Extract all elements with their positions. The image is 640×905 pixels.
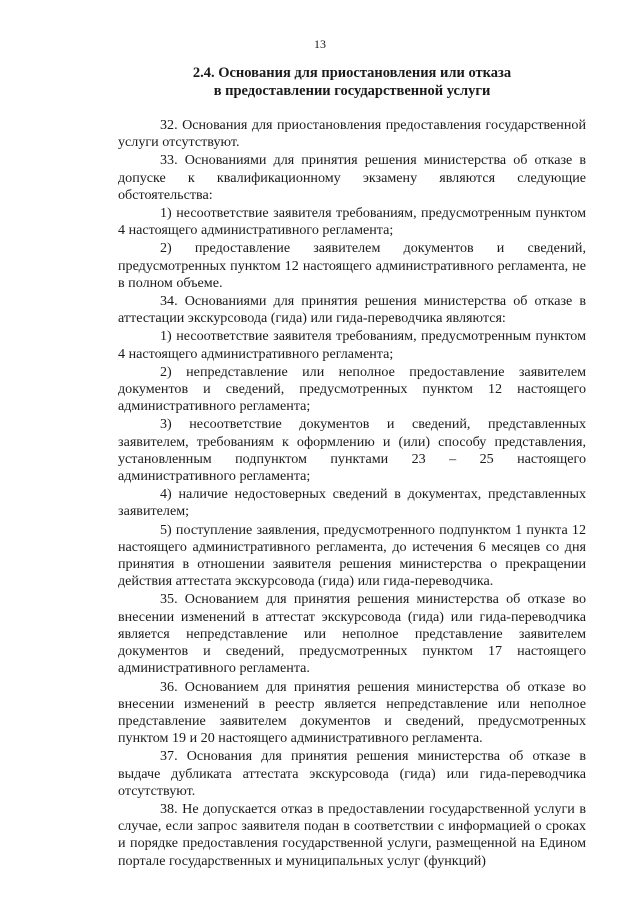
paragraph-32: 32. Основания для приостановления предоставления государственной услуги отсутствуют.: [118, 117, 586, 151]
section-heading-line-2: в предоставлении государственной услуги: [213, 83, 491, 99]
section-heading: [118, 64, 586, 100]
paragraph-34-item-1: 1) несоответствие заявителя требованиям, предусмотренным пунктом 4 настоящего административного регламента;: [118, 328, 586, 362]
paragraph-33-item-2: 2) предоставление заявителем документов и сведений, предусмотренных пунктом 12 настоящего административного регламента, не в полном объеме.: [118, 240, 586, 291]
paragraph-34-item-4: 4) наличие недостоверных сведений в документах, представленных заявителем;: [118, 486, 586, 520]
section-heading-line-1: 2.4. Основания для приостановления или отказа: [192, 65, 512, 81]
paragraph-36: 36. Основанием для принятия решения министерства об отказе во внесении изменений в реестр является непредставление или неполное представление заявителем документов и сведений, предусмотренных пунктом 19 и 20 настоящего административного регламента.: [118, 678, 586, 747]
paragraph-33: 33. Основаниями для принятия решения министерства об отказе в допуске к квалификационному экзамену являются следующие обстоятельства:: [118, 152, 586, 203]
paragraph-34: 34. Основаниями для принятия решения министерства об отказе в аттестации экскурсовода (гида) или гида-переводчика являются:: [118, 293, 586, 327]
paragraph-34-item-2: 2) непредставление или неполное предоставление заявителем документов и сведений, предусмотренных пунктом 12 настоящего административного регламента;: [118, 363, 586, 415]
paragraph-38: 38. Не допускается отказ в предоставлении государственной услуги в случае, если запрос заявителя подан в соответствии с информацией о сроках и порядке предоставления государственной услуги, размещенной на Едином портале государственных и муниципальных услуг (функций): [118, 800, 586, 869]
paragraph-35: 35. Основанием для принятия решения министерства об отказе во внесении изменений в аттестат экскурсовода (гида) или гида-переводчика является непредставление или неполное представление заявителем документов и сведений, предусмотренных пунктом 17 настоящего административного регламента.: [118, 591, 586, 677]
paragraph-34-item-5: 5) поступление заявления, предусмотренного подпунктом 1 пункта 12 настоящего административного регламента, до истечения 6 месяцев со дня принятия в отношении заявителя решения министерства о прекращении действия аттестата экскурсовода (гида) или гида-переводчика.: [118, 521, 586, 590]
paragraph-37: 37. Основания для принятия решения министерства об отказе в выдаче дубликата аттестата экскурсовода (гида) или гида-переводчика отсутствуют.: [118, 748, 586, 799]
document-body: [118, 117, 586, 871]
page-number: 13: [314, 37, 326, 51]
paragraph-34-item-3: 3) несоответствие документов и сведений, представленных заявителем, требованиям к оформлению и (или) способу представления, установленным подпунктом пунктами 23 – 25 настоящего административного регламента;: [118, 416, 586, 485]
paragraph-33-item-1: 1) несоответствие заявителя требованиям, предусмотренным пунктом 4 настоящего административного регламента;: [118, 205, 586, 239]
